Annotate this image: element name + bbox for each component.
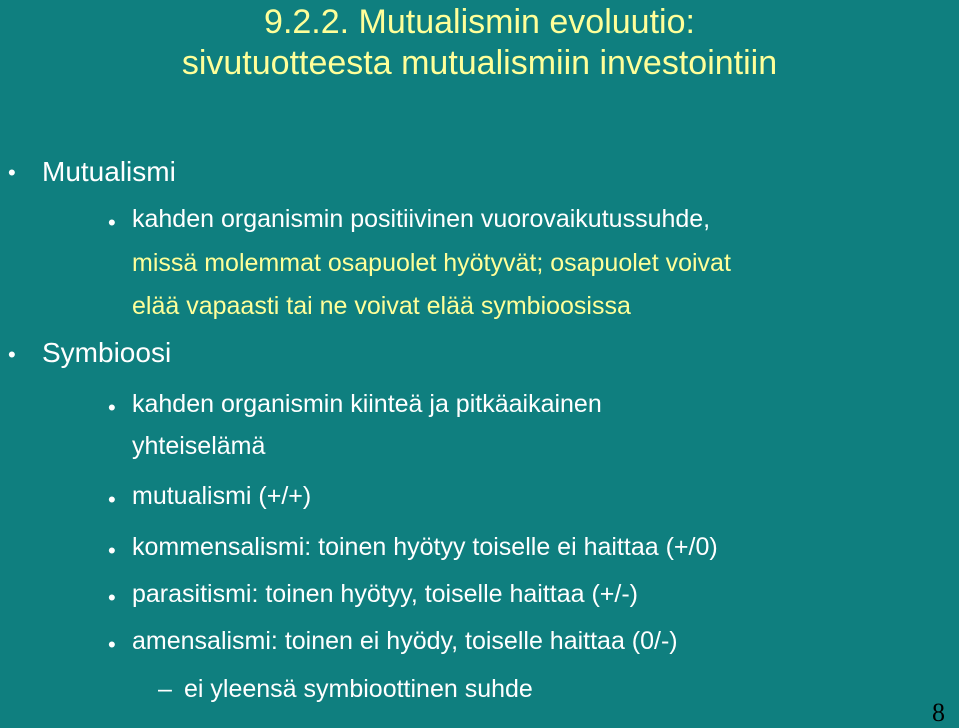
- bullet-mark: •: [108, 395, 116, 420]
- bullet-symbioosi: Symbioosi: [42, 337, 172, 368]
- bullet-mark: •: [108, 632, 116, 657]
- page-number: 8: [932, 698, 945, 727]
- mutualismi-def-line-2: missä molemmat osapuolet hyötyvät; osapuolet voivat: [132, 249, 731, 277]
- item-kommensalismi: kommensalismi: toinen hyötyy toiselle ei haittaa (+/0): [132, 533, 718, 561]
- bullet-mark: •: [108, 538, 116, 563]
- bullet-mark: •: [108, 585, 116, 610]
- slide-title-line-1: 9.2.2. Mutualismin evoluutio:: [264, 3, 695, 41]
- slide-title: [0, 2, 959, 84]
- bullet-mutualismi: Mutualismi: [42, 156, 176, 187]
- slide-title-line-2: sivutuotteesta mutualismiin investointiin: [181, 44, 778, 82]
- item-amensalismi: amensalismi: toinen ei hyödy, toiselle haittaa (0/-): [132, 627, 678, 655]
- bullet-mark: •: [108, 210, 116, 235]
- symbioosi-def-line-2: yhteiselämä: [132, 432, 266, 460]
- bullet-mark: •: [8, 342, 16, 367]
- item-amensalismi-note: ei yleensä symbioottinen suhde: [184, 675, 533, 703]
- bullet-mark: •: [8, 160, 16, 185]
- bullet-mark: •: [108, 487, 116, 512]
- mutualismi-def-line-1: kahden organismin positiivinen vuorovaikutussuhde,: [132, 205, 711, 233]
- symbioosi-def-line-1: kahden organismin kiinteä ja pitkäaikainen: [132, 390, 602, 418]
- item-mutualismi: mutualismi (+/+): [132, 482, 312, 510]
- dash-mark: –: [158, 675, 172, 703]
- item-parasitismi: parasitismi: toinen hyötyy, toiselle haittaa (+/-): [132, 580, 639, 608]
- mutualismi-def-line-3: elää vapaasti tai ne voivat elää symbioosissa: [132, 292, 631, 320]
